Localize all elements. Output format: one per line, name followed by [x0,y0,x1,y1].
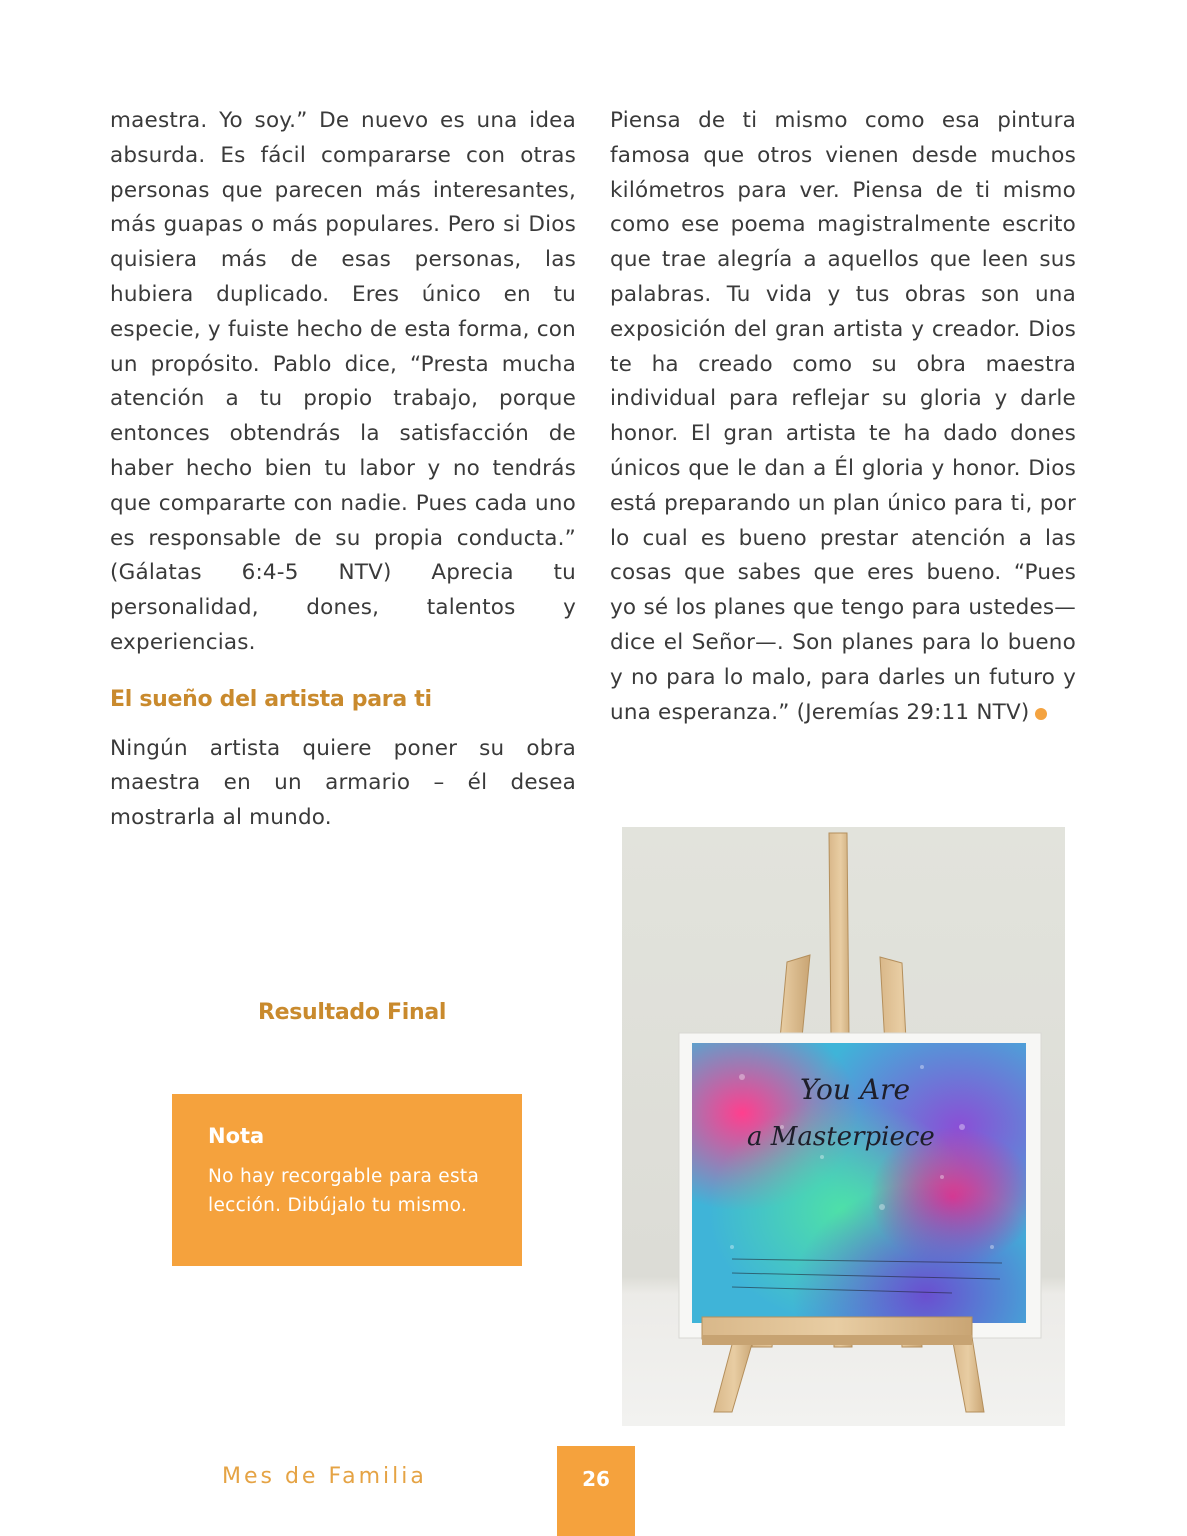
footer-title: Mes de Familia [222,1464,427,1489]
left-column [110,104,576,836]
section-heading: El sueño del artista para ti [110,686,432,712]
body-paragraph [610,104,1076,730]
result-title: Resultado Final [258,1000,447,1025]
right-column [610,104,1076,730]
artwork-photo [622,827,1065,1426]
canvas-caption-line-2: a Masterpiece [747,1122,935,1152]
body-paragraph: maestra. Yo soy.” De nuevo es una idea absurda. Es fácil compararse con otras personas que parecen más interesantes, más guapas o más populares. Pero si Dios quisiera más de esas personas, las hubiera duplicado. Eres único en tu especie, y fuiste hecho de esta forma, con un propósito. Pablo dice, “Presta mucha atención a tu propio trabajo, porque entonces obtendrás la satisfacción de haber hecho bien tu labor y no tendrás que compararte con nadie. Pues cada uno es responsable de su propia conducta.” (Gálatas 6:4-5 NTV) Aprecia tu personalidad, dones, talentos y experiencias. [110,108,576,655]
easel-painting-illustration [622,827,1065,1426]
body-paragraph: Ningún artista quiere poner su obra maestra en un armario – él desea mostrarla al mundo. [110,735,576,831]
note-box [172,1094,522,1266]
body-paragraph-text: Piensa de ti mismo como esa pintura famosa que otros vienen desde muchos kilómetros para ver. Piensa de ti mismo como ese poema magistralmente escrito que trae alegría a aquellos que leen sus palabras. Tu vida y tus obras son una exposición del gran artista y creador. Dios te ha creado como su obra maestra individual para reflejar su gloria y darle honor. El gran artista te ha dado dones únicos que le dan a Él gloria y honor. Dios está preparando un plan único para ti, por lo cual es bueno prestar atención a las cosas que sabes que eres bueno. “Pues yo sé los planes que tengo para ustedes—dice el Señor—. Son planes para lo bueno y no para lo malo, para darles un futuro y una esperanza.” (Jeremías 29:11 NTV) [610,108,1076,725]
canvas-caption-line-1: You Are [800,1073,911,1106]
note-title: Nota [208,1124,265,1148]
end-mark-icon [1035,708,1047,720]
page-number-badge: 26 [557,1446,635,1536]
note-text: No hay recorgable para esta lección. Dibújalo tu mismo. [208,1166,480,1216]
